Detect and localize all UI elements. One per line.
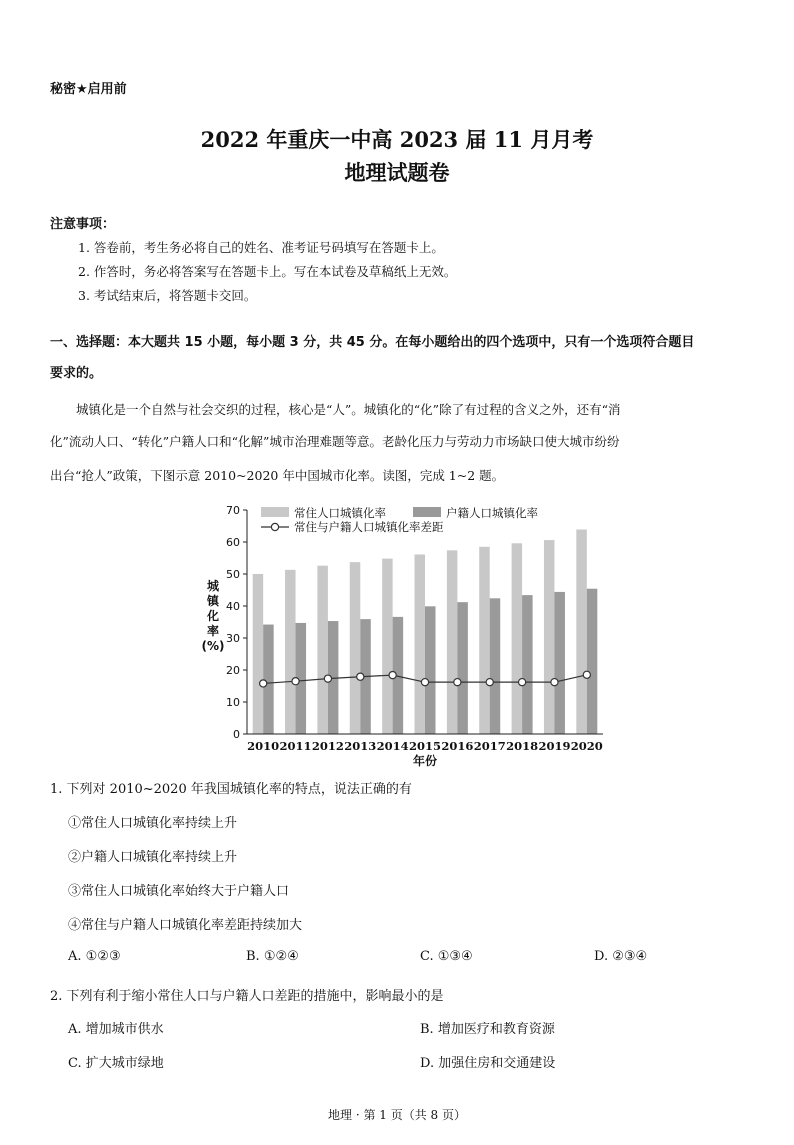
q1-option-c[interactable]: C. ①③④ (420, 949, 473, 964)
bar-resident (512, 543, 523, 734)
q1-statement: ④常住与户籍人口城镇化率差距持续加大 (68, 918, 303, 933)
exam-title: 2022 年重庆一中高 2023 届 11 月月考 (200, 127, 594, 152)
gap-point (551, 679, 558, 686)
confidential-label: 秘密★启用前 (50, 82, 127, 97)
bar-resident (544, 540, 555, 734)
gap-point (324, 675, 331, 682)
y-axis-label: (%) (201, 639, 225, 653)
x-tick-label: 2016 (441, 739, 474, 753)
x-tick-label: 2017 (473, 739, 506, 753)
gap-point (486, 679, 493, 686)
passage-line: 城镇化是一个自然与社会交织的过程，核心是“人”。城镇化的“化”除了有过程的含义之外，还有“消 (76, 402, 621, 417)
x-tick-label: 2011 (279, 739, 312, 753)
x-axis-label: 年份 (412, 754, 438, 768)
q1-option-a[interactable]: A. ①②③ (68, 949, 121, 964)
page-footer: 地理 · 第 1 页（共 8 页） (328, 1108, 466, 1122)
y-tick-label: 60 (226, 536, 240, 549)
bar-registered (554, 592, 565, 734)
x-tick-label: 2020 (570, 739, 603, 753)
q1-option-b[interactable]: B. ①②④ (246, 949, 299, 964)
question-2-stem: 2. 下列有利于缩小常住人口与户籍人口差距的措施中，影响最小的是 (50, 989, 444, 1004)
gap-point (389, 672, 396, 679)
question-1-stem: 1. 下列对 2010~2020 年我国城镇化率的特点，说法正确的有 (50, 782, 412, 797)
bar-resident (382, 559, 393, 734)
bar-registered (457, 602, 468, 734)
x-tick-label: 2014 (376, 739, 409, 753)
y-tick-label: 50 (226, 568, 240, 581)
y-tick-label: 0 (233, 728, 240, 741)
bar-resident (576, 530, 587, 734)
note-item: 3. 考试结束后，将答题卡交回。 (78, 288, 257, 303)
y-tick-label: 20 (226, 664, 240, 677)
x-tick-label: 2015 (408, 739, 442, 753)
notes-heading: 注意事项： (50, 217, 116, 232)
x-tick-label: 2019 (538, 739, 571, 753)
y-tick-label: 10 (226, 696, 240, 709)
urbanization-chart (195, 498, 615, 770)
bar-resident (253, 574, 264, 734)
note-item: 1. 答卷前，考生务必将自己的姓名、准考证号码填写在答题卡上。 (78, 240, 444, 255)
legend-label: 常住与户籍人口城镇化率差距 (294, 520, 444, 534)
gap-point (583, 671, 590, 678)
q2-option-c[interactable]: C. 扩大城市绿地 (68, 1056, 164, 1071)
bar-resident (350, 562, 361, 734)
y-axis-label: 率 (206, 624, 220, 638)
note-item: 2. 作答时，务必将答案写在答题卡上。写在本试卷及草稿纸上无效。 (78, 264, 457, 279)
y-tick-label: 30 (226, 632, 240, 645)
legend-swatch (413, 507, 441, 517)
passage-line: 化”流动人口、“转化”户籍人口和“化解”城市治理难题等意。老龄化压力与劳动力市场缺口使大城市纷纷 (50, 434, 620, 449)
bar-resident (285, 570, 296, 734)
exam-subtitle: 地理试题卷 (344, 160, 450, 185)
q1-statement: ③常住人口城镇化率始终大于户籍人口 (68, 884, 290, 899)
bar-registered (263, 625, 274, 734)
legend-label: 户籍人口城镇化率 (446, 506, 538, 520)
q1-statement: ①常住人口城镇化率持续上升 (68, 816, 238, 831)
gap-point (260, 680, 267, 687)
y-tick-label: 40 (226, 600, 240, 613)
y-axis-label: 化 (206, 609, 220, 623)
bar-resident (447, 550, 458, 734)
gap-point (292, 678, 299, 685)
bar-resident (317, 566, 328, 734)
y-tick-label: 70 (226, 504, 240, 517)
q1-statement: ②户籍人口城镇化率持续上升 (68, 850, 238, 865)
x-tick-label: 2013 (344, 739, 377, 753)
bar-registered (425, 606, 436, 734)
passage-line: 出台“抢人”政策，下图示意 2010~2020 年中国城市化率。读图，完成 1~2 题。 (50, 468, 505, 483)
legend-marker (271, 523, 278, 530)
gap-point (421, 679, 428, 686)
section-heading-cont: 要求的。 (50, 366, 103, 381)
q2-option-b[interactable]: B. 增加医疗和教育资源 (420, 1022, 555, 1037)
bar-registered (490, 598, 501, 734)
gap-point (518, 679, 525, 686)
legend-label: 常住人口城镇化率 (294, 506, 386, 520)
x-tick-label: 2018 (506, 739, 539, 753)
y-axis-label: 城 (206, 579, 220, 593)
bar-resident (415, 554, 426, 734)
q2-option-d[interactable]: D. 加强住房和交通建设 (420, 1056, 556, 1071)
x-tick-label: 2010 (247, 739, 280, 753)
bar-resident (479, 547, 490, 734)
bar-registered (587, 589, 598, 734)
x-tick-label: 2012 (311, 739, 344, 753)
gap-point (357, 673, 364, 680)
q1-option-d[interactable]: D. ②③④ (594, 949, 648, 964)
legend-swatch (261, 507, 289, 517)
q2-option-a[interactable]: A. 增加城市供水 (68, 1022, 164, 1037)
gap-point (454, 679, 461, 686)
bar-registered (522, 595, 533, 734)
section-heading: 一、选择题：本大题共 15 小题，每小题 3 分，共 45 分。在每小题给出的四个选项中，只有一个选项符合题目 (50, 335, 695, 350)
y-axis-label: 镇 (206, 594, 220, 608)
